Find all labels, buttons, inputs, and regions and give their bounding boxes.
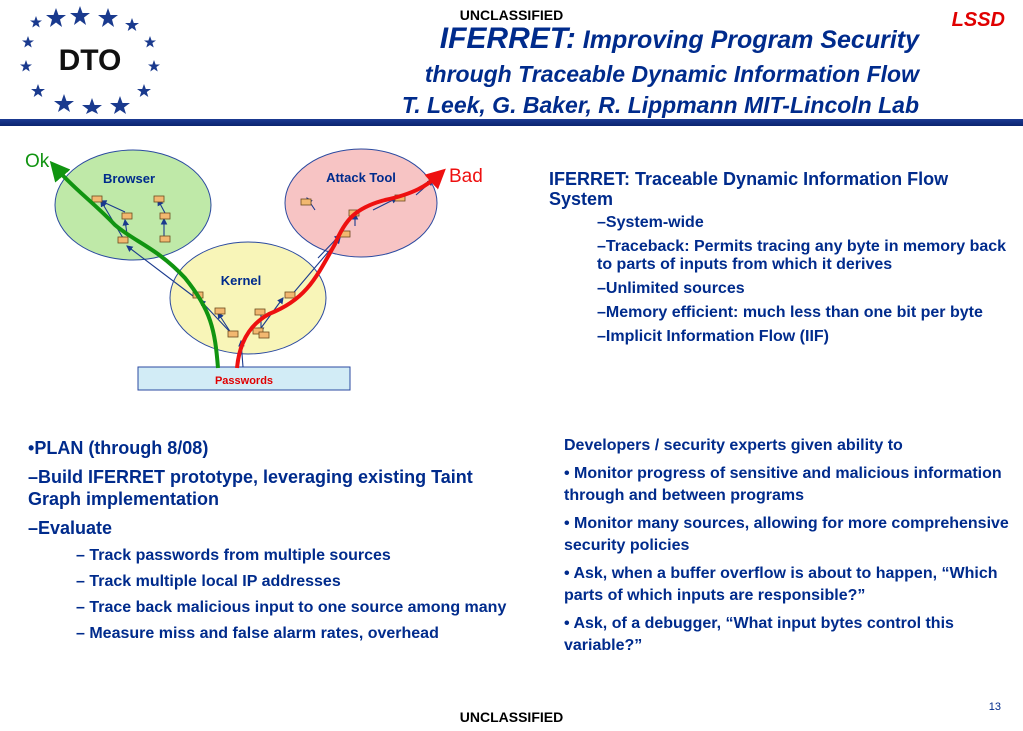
passwords-label: Passwords <box>214 375 274 387</box>
developers-section <box>564 435 1012 663</box>
title-lead: IFERRET: <box>439 22 576 55</box>
developer-item: • Monitor many sources, allowing for more comprehensive security policies <box>564 515 1009 554</box>
plan-evaluate: –Evaluate <box>28 518 113 538</box>
plan-heading: •PLAN (through 8/08) <box>28 438 209 458</box>
iferret-item: –Memory efficient: much less than one bit per byte <box>597 304 983 321</box>
title-line-3: T. Leek, G. Baker, R. Lippmann MIT-Lincoln Lab <box>401 92 919 118</box>
browser-ellipse <box>55 150 211 260</box>
ok-label: Ok <box>25 151 50 172</box>
eval-item: – Measure miss and false alarm rates, overhead <box>76 625 439 642</box>
plan-build: –Build IFERRET prototype, leveraging existing Taint Graph implementation <box>28 467 473 509</box>
eval-item: – Trace back malicious input to one source among many <box>76 599 507 616</box>
kernel-label: Kernel <box>220 273 262 288</box>
eval-item: – Track passwords from multiple sources <box>76 547 391 564</box>
title-rest: Improving Program Security <box>575 26 919 54</box>
developer-item: • Ask, of a debugger, “What input bytes control this variable?” <box>564 615 954 654</box>
classification-bottom: UNCLASSIFIED <box>459 709 564 725</box>
iferret-heading: IFERRET: Traceable Dynamic Information Flow System <box>549 169 949 209</box>
iferret-item: –Traceback: Permits tracing any byte in memory back to parts of inputs from which it derives <box>597 238 1007 273</box>
iferret-info <box>549 169 1009 352</box>
iferret-item: –Implicit Information Flow (IIF) <box>597 328 829 345</box>
iferret-item: –Unlimited sources <box>597 280 745 297</box>
plan-section <box>28 437 518 650</box>
developers-intro: Developers / security experts given ability to <box>564 437 903 454</box>
attack-tool-label: Attack Tool <box>326 170 396 185</box>
title-line-2: through Traceable Dynamic Information Flow <box>424 61 919 87</box>
header-rule <box>0 119 1023 126</box>
title-line-1 <box>440 22 919 56</box>
bad-label: Bad <box>449 166 483 187</box>
lssd-tag: LSSD <box>951 9 1005 31</box>
page-number: 13 <box>988 701 1001 713</box>
information-flow-diagram <box>15 140 515 400</box>
eval-item: – Track multiple local IP addresses <box>76 573 341 590</box>
classification-top: UNCLASSIFIED <box>459 7 564 23</box>
iferret-item: –System-wide <box>597 214 704 231</box>
developer-item: • Monitor progress of sensitive and malicious information through and between programs <box>564 465 1002 504</box>
logo-text: DTO <box>58 44 122 77</box>
dto-logo <box>4 2 174 114</box>
browser-label: Browser <box>102 171 156 186</box>
developer-item: • Ask, when a buffer overflow is about to happen, “Which parts of which inputs are responsible?” <box>564 565 998 604</box>
